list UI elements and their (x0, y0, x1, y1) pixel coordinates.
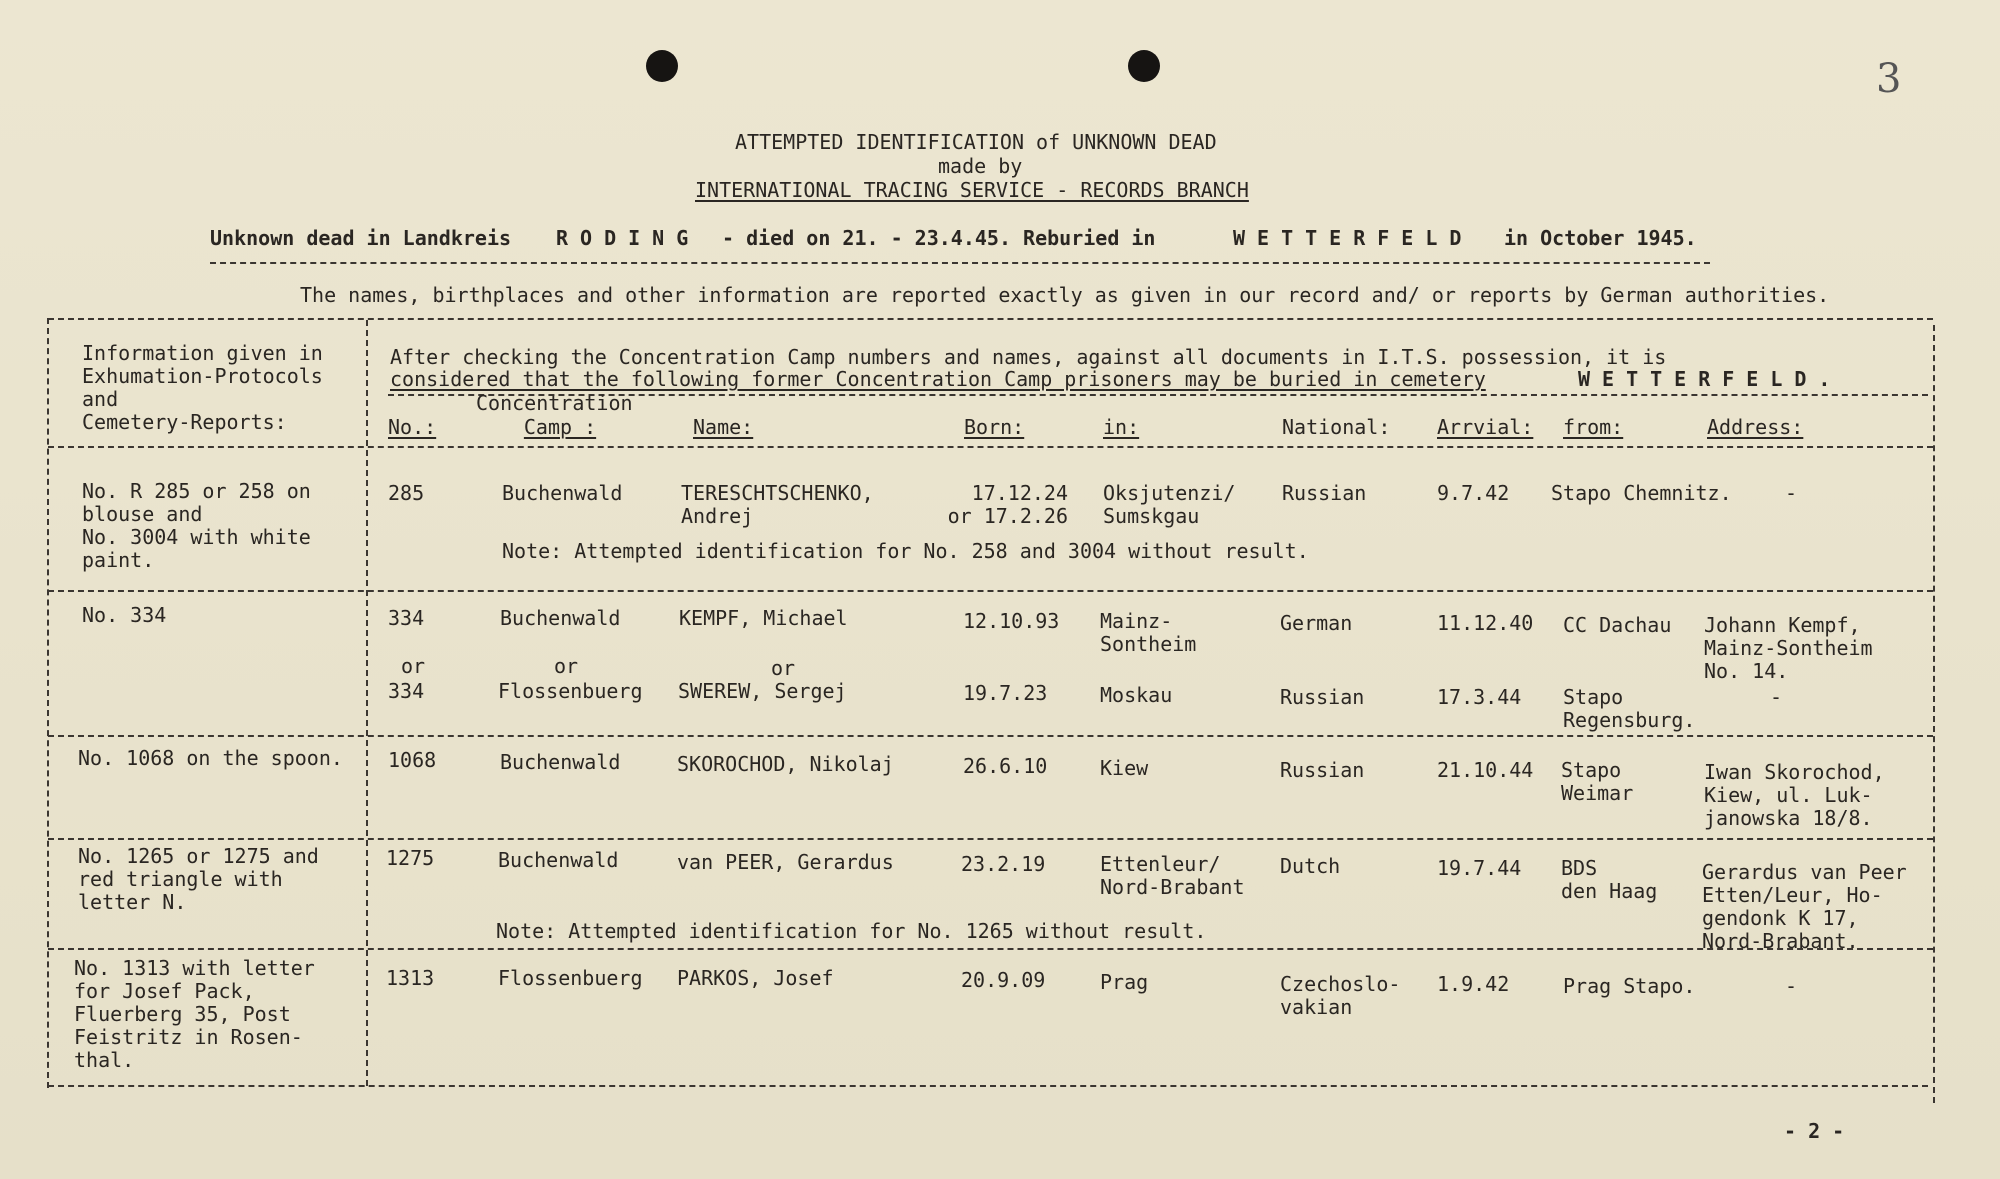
row1-note: Note: Attempted identification for No. 258 and 3004 without result. (502, 539, 1309, 563)
row2-from: CC Dachau (1563, 613, 1672, 637)
row3-camp: Buchenwald (500, 750, 621, 774)
row3-national: Russian (1280, 758, 1365, 782)
row5-info: No. 1313 with letter for Josef Pack, Fluerberg 35, Post Feistritz in Rosen- thal. (74, 956, 315, 1072)
row5-in: Prag (1100, 970, 1149, 994)
title-line-3: INTERNATIONAL TRACING SERVICE - RECORDS BRANCH (695, 178, 1249, 202)
subtitle-died: - died on 21. - 23.4.45. Reburied in (722, 226, 1156, 250)
col-header-from: from: (1563, 415, 1624, 439)
row2b-born: 19.7.23 (963, 681, 1048, 705)
subtitle-cemetery: WETTERFELD (1233, 226, 1474, 250)
row2-name: KEMPF, Michael (679, 606, 848, 630)
row5-no: 1313 (386, 966, 435, 990)
col-header-in: in: (1103, 415, 1140, 439)
row4-born: 23.2.19 (961, 852, 1046, 876)
row3-bottom-rule (48, 838, 1933, 840)
table-column-divider (366, 320, 368, 1086)
title-line-1: ATTEMPTED IDENTIFICATION of UNKNOWN DEAD (735, 130, 1217, 154)
row2-in: Mainz- Sontheim (1100, 609, 1197, 656)
col-header-arrival: Arrvial: (1437, 415, 1534, 439)
row2-address: Johann Kempf, Mainz-Sontheim No. 14. (1704, 613, 1873, 683)
row4-no: 1275 (386, 846, 435, 870)
row3-from: Stapo Weimar (1561, 758, 1634, 805)
row2b-from: Stapo Regensburg. (1563, 685, 1696, 732)
row2-or-camp: or (554, 654, 579, 678)
header-check-line-2: considered that the following former Concentration Camp prisoners may be buried in cemetery (390, 367, 1486, 391)
col-header-no: No.: (388, 415, 437, 439)
row5-born: 20.9.09 (961, 968, 1046, 992)
col-header-address: Address: (1707, 415, 1804, 439)
header-check-line-1: After checking the Concentration Camp numbers and names, against all documents in I.T.S. possession, it is (390, 345, 1667, 369)
row4-note: Note: Attempted identification for No. 1265 without result. (496, 919, 1207, 943)
row5-camp: Flossenbuerg (498, 966, 643, 990)
subtitle-underline (210, 262, 1710, 264)
authority-note: The names, birthplaces and other information are reported exactly as given in our record and/ or reports by German authorities. (300, 283, 1830, 307)
row3-in: Kiew (1100, 756, 1149, 780)
row1-name: TERESCHTSCHENKO, Andrej (681, 481, 874, 528)
row3-name: SKOROCHOD, Nikolaj (677, 752, 894, 776)
row4-name: van PEER, Gerardus (677, 850, 894, 874)
row3-address: Iwan Skorochod, Kiew, ul. Luk- janowska 18/8. (1704, 760, 1885, 830)
col-header-national: National: (1282, 415, 1391, 439)
row3-arrival: 21.10.44 (1437, 758, 1534, 782)
row1-address: - (1785, 481, 1798, 505)
row5-arrival: 1.9.42 (1437, 972, 1510, 996)
subtitle-suffix: in October 1945. (1504, 226, 1697, 250)
row2b-no: 334 (388, 679, 425, 703)
table-top-border (48, 318, 1933, 320)
row1-info: No. R 285 or 258 on blouse and No. 3004 with white paint. (82, 479, 311, 572)
row2-national: German (1280, 611, 1353, 635)
row2-or-no: or (401, 654, 426, 678)
row4-national: Dutch (1280, 854, 1341, 878)
row2-info: No. 334 (82, 603, 167, 627)
row5-national: Czechoslo- vakian (1280, 972, 1401, 1019)
row5-name: PARKOS, Josef (677, 966, 834, 990)
row2b-national: Russian (1280, 685, 1365, 709)
row1-arrival: 9.7.42 (1437, 481, 1510, 505)
row2b-in: Moskau (1100, 683, 1173, 707)
row4-bottom-rule (48, 948, 1933, 950)
row3-info: No. 1068 on the spoon. (78, 746, 343, 770)
table-left-border (47, 318, 49, 1088)
row4-address: Gerardus van Peer Etten/Leur, Ho- gendonk K 17, Nord-Brabant. (1702, 860, 1907, 953)
col-header-born: Born: (964, 415, 1025, 439)
row1-from: Stapo Chemnitz. (1551, 481, 1732, 505)
title-line-2: made by (938, 154, 1023, 178)
row1-camp: Buchenwald (502, 481, 623, 505)
subtitle-prefix: Unknown dead in Landkreis (210, 226, 512, 250)
row2b-name: SWEREW, Sergej (678, 679, 847, 703)
row1-bottom-rule (48, 590, 1933, 592)
header-info-column: Information given in Exhumation-Protocols and Cemetery-Reports: (82, 341, 323, 434)
row2-camp: Buchenwald (500, 606, 621, 630)
row2-born: 12.10.93 (963, 609, 1060, 633)
col-header-camp: Camp : (523, 415, 597, 439)
row5-address: - (1785, 974, 1798, 998)
row4-in: Ettenleur/ Nord-Brabant (1100, 852, 1245, 899)
page-number: 3 (1876, 56, 1902, 102)
row1-born: 17.12.24 or 17.2.26 (947, 481, 1068, 528)
row4-camp: Buchenwald (498, 848, 619, 872)
header-check-cemetery: WETTERFELD. (1578, 367, 1843, 391)
col-header-name: Name: (693, 415, 754, 439)
row4-from: BDS den Haag (1561, 856, 1658, 903)
row2-or-name: or (771, 656, 796, 680)
table-right-border (1933, 325, 1935, 1103)
row2b-camp: Flossenbuerg (498, 679, 643, 703)
row2-arrival: 11.12.40 (1437, 611, 1534, 635)
punch-hole-left (646, 50, 678, 82)
row1-national: Russian (1282, 481, 1367, 505)
row3-no: 1068 (388, 748, 437, 772)
row3-born: 26.6.10 (963, 754, 1048, 778)
table-bottom-border (48, 1085, 1928, 1087)
row5-from: Prag Stapo. (1563, 974, 1696, 998)
row4-info: No. 1265 or 1275 and red triangle with letter N. (78, 844, 319, 914)
subtitle-kreis: RODING (556, 226, 701, 250)
row2b-address: - (1770, 685, 1783, 709)
row4-arrival: 19.7.44 (1437, 856, 1522, 880)
row2b-arrival: 17.3.44 (1437, 685, 1522, 709)
punch-hole-right (1128, 50, 1160, 82)
row2-no: 334 (388, 606, 425, 630)
row2-bottom-rule (48, 735, 1933, 737)
row1-in: Oksjutenzi/ Sumskgau (1103, 481, 1236, 528)
row1-no: 285 (388, 481, 425, 505)
header-camp-top: Concentration (476, 391, 633, 415)
header-bottom-rule (48, 446, 1933, 448)
page-footer: - 2 - (1784, 1119, 1845, 1143)
